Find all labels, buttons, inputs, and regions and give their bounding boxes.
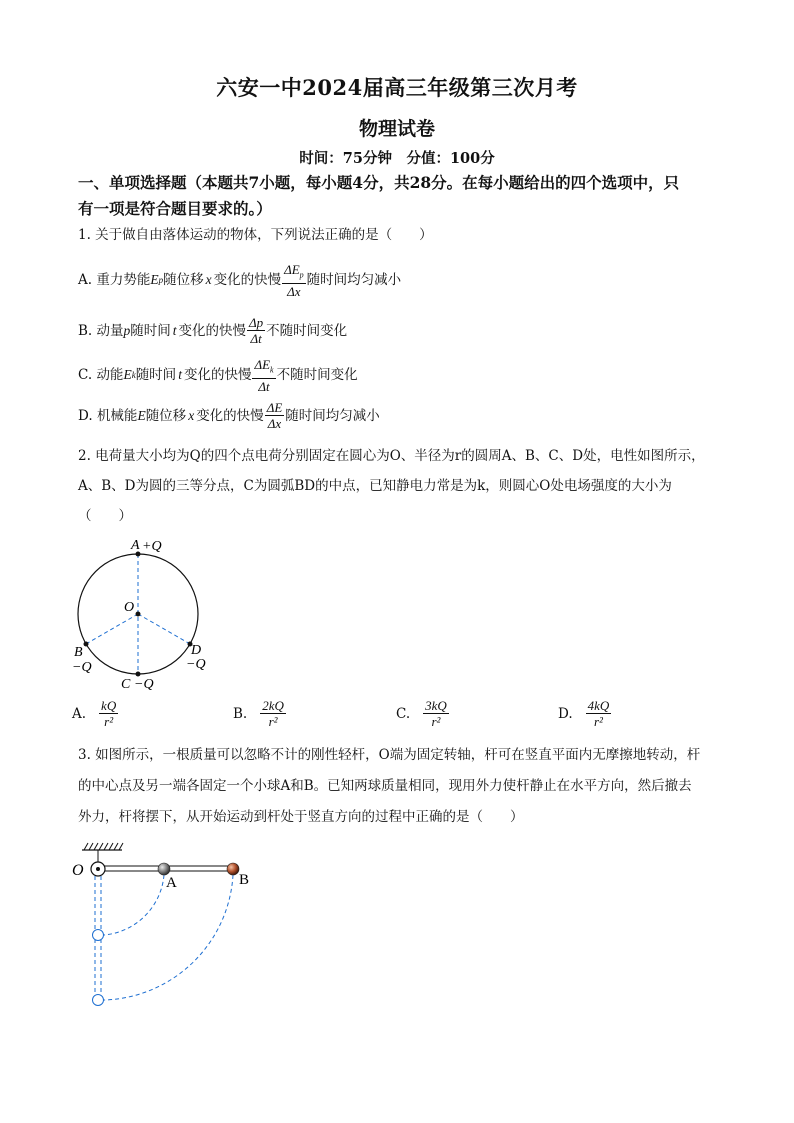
point-c [136,672,141,677]
choice-label: B. [233,705,248,722]
q3-stem [78,740,738,833]
q3-stem-line2: 的中心点及另一端各固定一个小球A和B。已知两球质量相同，现用外力使杆静止在水平方向，然后撤去 [78,778,692,794]
option-text: 随位移 [145,407,187,424]
section-heading-line1: 一、单项选择题（本题共7小题，每小题4分，共28分。在每小题给出的四个选项中，只 [78,173,680,192]
choice-fraction [260,698,286,729]
option-text: 重力势能 [96,272,151,289]
q3-rod-figure [68,838,268,1013]
fraction-denominator: r² [593,714,603,729]
q3-stem-line1: 3. 如图所示，一根质量可以忽略不计的刚性轻杆，O端为固定转轴，杆可在竖直平面内无摩擦地转动，杆 [78,747,701,763]
choice-label: D. [558,705,573,722]
fraction-denominator: r² [104,714,114,729]
charge-d: −Q [186,657,206,672]
q2-choice-b[interactable] [233,698,287,729]
option-text: 随时间 [130,322,171,339]
option-text: 随时间 [135,367,177,384]
option-text: 动能 [96,367,124,384]
q2-circle-figure [68,532,218,697]
option-subscript: p [158,275,164,286]
q2-stem [78,441,738,531]
fraction-numerator: kQ [101,698,117,713]
option-label: A. [78,272,93,289]
option-fraction [282,262,306,299]
option-fraction [265,400,285,431]
option-variable: t [172,322,177,338]
label-d: D [191,643,202,658]
ceiling-hatch [82,843,123,850]
dashed-line-ob [86,614,138,644]
q1-option-b[interactable] [78,315,347,346]
ball-b [227,863,239,875]
fraction-numerator: 3kQ [425,698,447,713]
label-c: C [121,677,131,692]
option-variable: t [178,367,182,383]
fraction-numerator: ΔE [254,357,271,372]
label-a: A [166,875,177,891]
q3-stem-line3: 外力，杆将摆下，从开始运动到杆处于竖直方向的过程中正确的是（ ） [78,809,524,825]
option-text: 变化的快慢 [183,367,252,384]
label-o: O [124,600,135,615]
option-fraction [247,315,265,346]
exam-title: 六安一中2024届高三年级第三次月考 [216,75,578,100]
option-text: 动量 [96,322,124,339]
fraction-denominator: Δt [258,378,270,394]
q1-option-a[interactable] [78,262,401,299]
option-symbol: E [150,272,159,288]
q1-option-c[interactable] [78,357,358,394]
option-text: 随位移 [163,272,204,289]
option-text: 变化的快慢 [213,272,282,289]
option-text: 变化的快慢 [196,407,264,424]
choice-fraction [586,698,612,729]
label-o: O [72,862,84,879]
fraction-numerator: Δp [249,315,264,330]
fraction-subscript: k [270,365,274,375]
choice-fraction [423,698,449,729]
option-label: C. [78,367,93,384]
fraction-numerator: 2kQ [262,698,284,713]
charge-a: +Q [142,539,162,554]
option-symbol: E [123,367,132,383]
q2-choice-c[interactable] [396,698,450,729]
point-b [84,642,89,647]
option-text: 随时间均匀减小 [306,272,402,289]
ball-a [158,863,170,875]
q1-stem: 1. 关于做自由落体运动的物体，下列说法正确的是（ ） [78,227,433,243]
option-fraction [252,357,275,394]
choice-label: C. [396,705,411,722]
exam-meta: 时间：75分钟 分值：100分 [299,150,495,167]
arc-ball-b [104,875,233,1000]
option-symbol: E [137,407,146,423]
fraction-denominator: Δx [287,283,301,299]
section-heading-line2: 有一项是符合题目要求的。） [78,199,272,218]
fraction-subscript: p [299,270,304,280]
option-text: 随时间均匀减小 [285,407,380,424]
ball-b-final [93,995,104,1006]
option-text: 变化的快慢 [178,322,247,339]
pivot-center [96,867,100,871]
q1-option-d[interactable] [78,400,380,431]
choice-fraction [99,698,118,729]
fraction-numerator: 4kQ [587,698,610,713]
exam-subject: 物理试卷 [358,118,435,140]
q2-stem-line3: （ ） [78,508,132,524]
label-b: B [239,872,250,888]
q2-stem-line2: A、B、D为圆的三等分点，C为圆弧BD的中点，已知静电力常是为k，则圆心O处电场强度的大小为 [78,478,672,494]
point-o [136,612,141,617]
option-label: B. [78,322,93,339]
fraction-numerator: ΔE [284,262,300,277]
fraction-numerator: ΔE [266,400,283,415]
arc-ball-a [104,875,164,935]
fraction-denominator: r² [431,714,441,729]
option-variable: x [188,407,195,423]
q2-choice-a[interactable] [72,698,119,729]
fraction-denominator: Δx [267,416,282,431]
option-text: 不随时间变化 [266,322,348,339]
option-label: D. [78,407,93,424]
option-text: 机械能 [96,407,138,424]
fraction-denominator: r² [268,714,278,729]
choice-label: A. [72,705,87,722]
label-a: A [131,538,140,553]
option-subscript: k [131,370,136,381]
charge-b: −Q [72,660,92,675]
dashed-line-od [138,614,190,644]
section-heading [78,170,728,222]
option-symbol: p [123,322,131,338]
option-text: 不随时间变化 [276,367,358,384]
q2-stem-line1: 2. 电荷量大小均为Q的四个点电荷分别固定在圆心为O、半径为r的圆周A、B、C、D处，电性如图所示， [78,448,705,464]
charge-c: −Q [134,677,154,692]
fraction-denominator: Δt [250,331,262,346]
label-b: B [74,645,83,660]
option-variable: x [205,272,212,288]
q2-choice-d[interactable] [558,698,612,729]
ball-a-final [93,930,104,941]
